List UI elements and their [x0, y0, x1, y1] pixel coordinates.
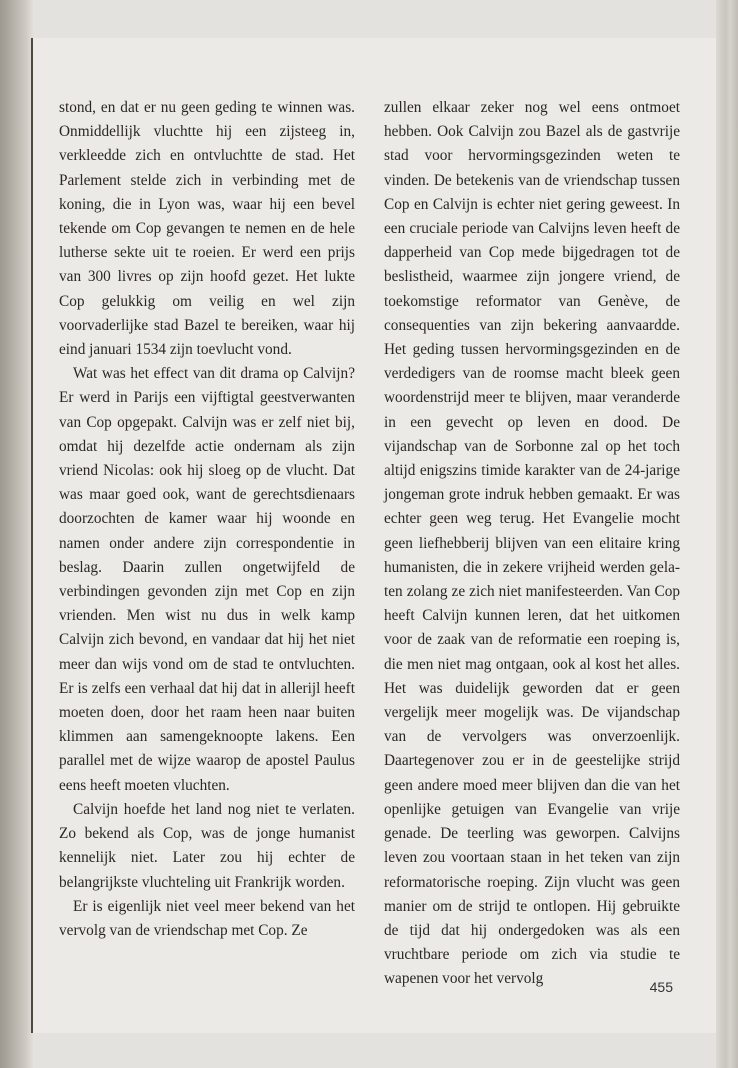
text-column-right	[384, 96, 680, 992]
paragraph: Wat was het effect van dit drama op Calvijn? Er werd in Parijs een vijftigtal geestverwanten van Cop opgepakt. Calvijn was er zelf niet bij, omdat hij dezelfde actie ondernam als zijn vriend Nicolas: ook hij sloeg op de vlucht. Dat was maar goed ook, want de gerechtsdienaars doorzochten de kamer waar hij woonde en namen onder andere zijn correspondentie in beslag. Daarin zullen ongetwijfeld de verbindingen gevonden zijn met Cop en zijn vrienden. Men wist nu dus in welk kamp Calvijn zich bevond, en vandaar dat hij het niet meer dan wijs vond om de stad te ontvluchten. Er is zelfs een verhaal dat hij dat in allerijl heeft moeten doen, door het raam heen naar buiten klimmen aan samengeknoopte lakens. Een parallel met de wijze waarop de apostel Paulus eens heeft moeten vluchten.	[59, 365, 355, 794]
paragraph: Er is eigenlijk niet veel meer bekend van het vervolg van de vriendschap met Cop. Ze	[59, 897, 355, 939]
paragraph: zullen elkaar zeker nog wel eens ontmoet hebben. Ook Calvijn zou Bazel als de gastvrije stad voor hervormingsgezinden weten te vinden. De betekenis van de vriendschap tussen Cop en Calvijn is echter niet gering geweest. In een cruciale periode van Calvijns leven heeft de dapperheid van Cop mede bijgedragen tot de beslistheid, waarmee zijn jongere vriend, de toekomstige reformator van Genève, de consequenties van zijn bekering aanvaardde. Het geding tussen hervormingsgezinden en de verdedigers van de roomse macht bleek geen woordenstrijd meer te blijven, maar veranderde in een gevecht op leven en dood. De vijandschap van de Sorbonne zal op het toch altijd enigszins timide karakter van de 24-jarige jongeman grote indruk hebben gemaakt. Er was echter geen weg terug. Het Evangelie mocht geen liefhebberij blijven van een elitaire kring humanisten, die in zekere vrijheid werden gelaten zolang ze zich niet manifesteerden. Van Cop heeft Calvijn kunnen leren, dat het uitkomen voor de zaak van de reformatie een roeping is, die men niet mag ontgaan, ook al kost het alles. Het was duidelijk geworden dat er geen vergelijk meer mogelijk was. De vijandschap van de vervolgers was onverzoenlijk. Daartegenover zou er in de geestelijke strijd geen andere moed meer blijven dan die van het openlijke getuigen van Evangelie van vrije genade. De teerling was geworpen. Calvijns leven zou voortaan staan in het teken van zijn reformatorische roeping. Zijn vlucht was geen manier om de strijd te ontlopen. Hij gebruikte de tijd dat hij ondergedoken was als een vruchtbare periode om zich via studie te wapenen voor het vervolg	[384, 99, 680, 988]
paragraph: stond, en dat er nu geen geding te winnen was. Onmiddellijk vluchtte hij een zijsteeg in, verkleedde zich en ontvluchtte de stad. Het Parlement stelde zich in verbinding met de koning, die in Lyon was, waar hij een bevel tekende om Cop gevangen te nemen en de hele lutherse sekte uit te roeien. Er werd een prijs van 300 livres op zijn hoofd gezet. Het lukte Cop gelukkig om veilig en wel zijn voorvaderlijke stad Bazel te bereiken, waar hij eind januari 1534 zijn toevlucht vond.	[59, 99, 355, 359]
book-binding-shadow	[0, 0, 33, 1068]
page-number: 455	[649, 979, 673, 995]
text-column-left	[59, 96, 355, 943]
page-edges	[716, 0, 738, 1068]
paragraph: Calvijn hoefde het land nog niet te verlaten. Zo bekend als Cop, was de jonge humanist kennelijk niet. Later zou hij echter de belangrijkste vluchteling uit Frankrijk worden.	[59, 800, 355, 891]
book-page	[33, 38, 716, 1033]
gutter-rule	[31, 38, 33, 1033]
